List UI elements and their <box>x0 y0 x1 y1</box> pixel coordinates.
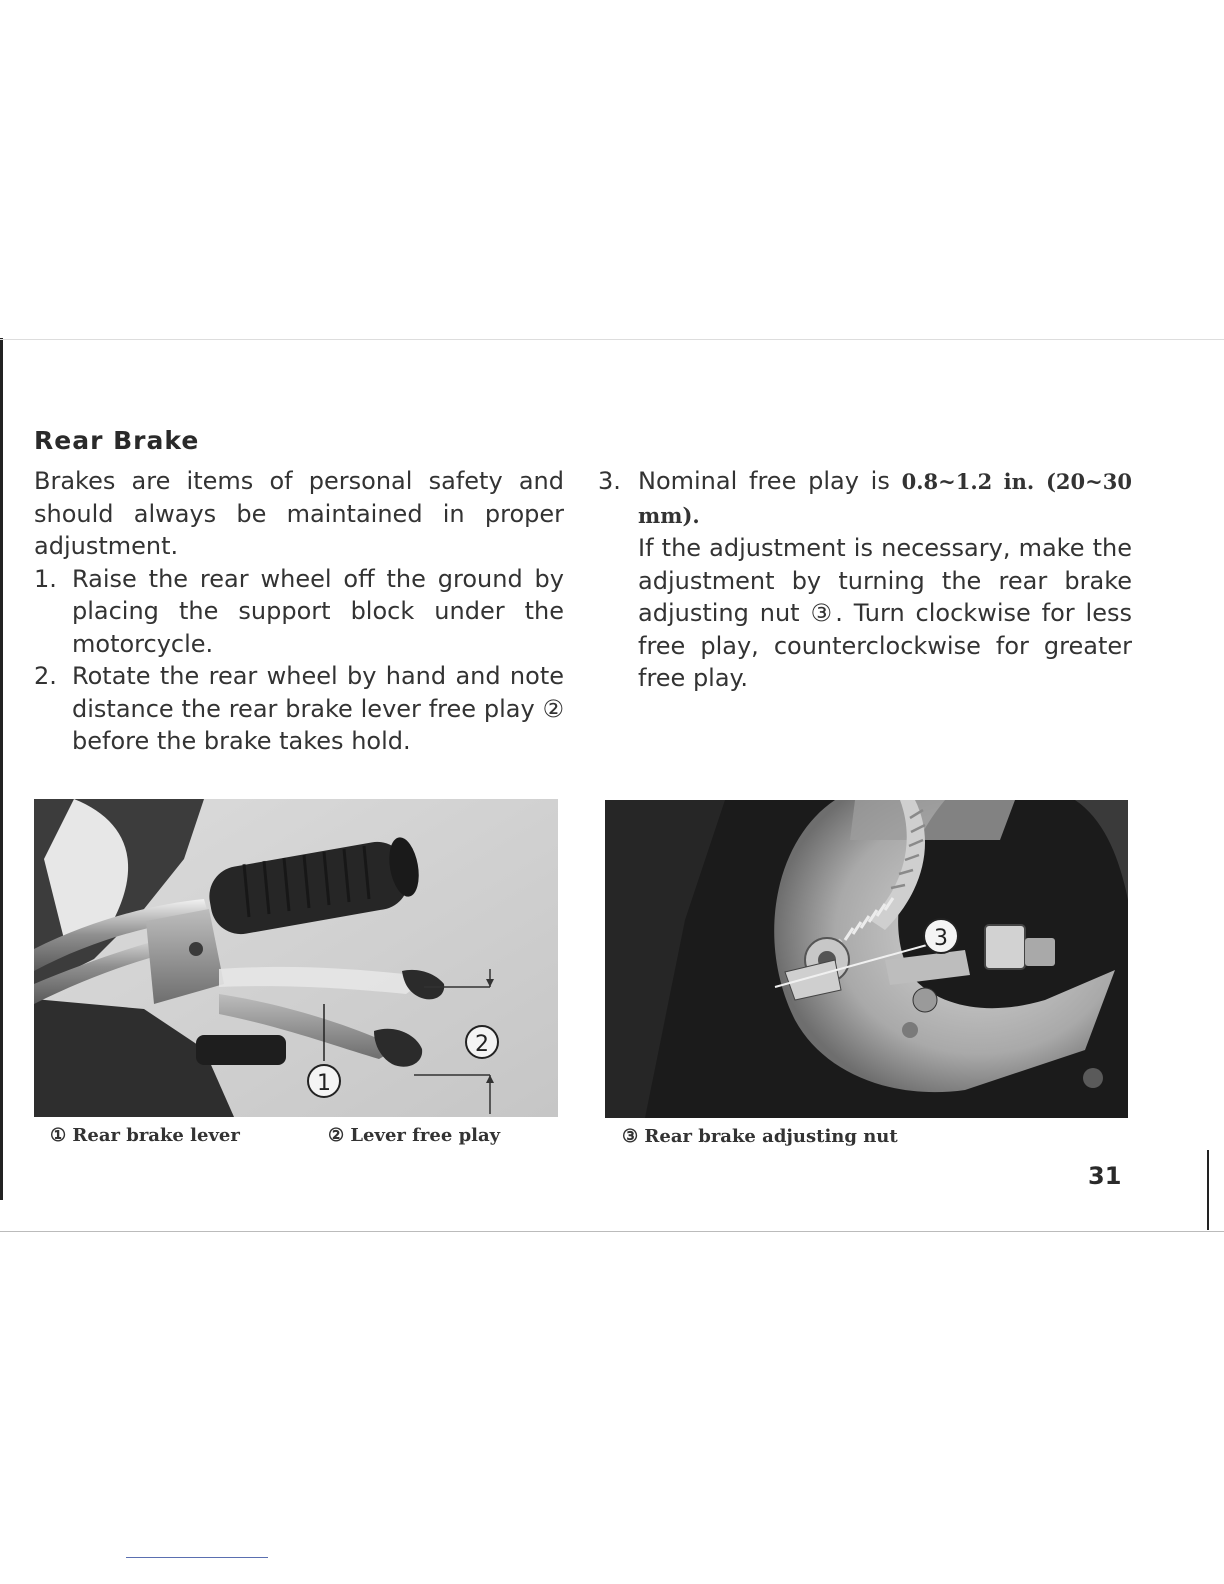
caption-lever-free-play: ② Lever free play <box>328 1125 501 1146</box>
page-left-edge <box>0 338 3 1200</box>
caption-rear-brake-lever: ① Rear brake lever <box>50 1125 240 1146</box>
step-3-lead: Nominal free play is <box>638 467 890 495</box>
intro-paragraph: Brakes are items of personal safety and should always be maintained in proper adjustment. <box>34 467 564 560</box>
page-number: 31 <box>1088 1162 1122 1190</box>
step-1 <box>34 563 564 661</box>
callout-1-label: 1 <box>317 1071 331 1096</box>
step-text <box>638 465 1132 695</box>
callout-3-label: 3 <box>934 926 948 951</box>
section-heading: Rear Brake <box>34 426 200 455</box>
left-column <box>34 465 564 758</box>
step-text: Rotate the rear wheel by hand and note distance the rear brake lever free play ② before the brake takes hold. <box>72 662 564 755</box>
step-3-body: If the adjustment is necessary, make the adjustment by turning the rear brake adjusting nut ③. Turn clockwise for less free play, counterclockwise for greater free play. <box>638 534 1132 692</box>
adjusting-nut-photo <box>605 800 1128 1118</box>
callout-2 <box>466 1026 498 1058</box>
step-2 <box>34 660 564 758</box>
step-number: 1. <box>34 564 57 593</box>
callout-1 <box>308 1065 340 1097</box>
spec-millimeters: (20~30 mm). <box>638 469 1132 528</box>
callout-2-label: 2 <box>475 1032 489 1057</box>
brake-lever-illustration <box>34 799 558 1117</box>
step-number: 3. <box>598 467 621 495</box>
top-rule <box>0 339 1224 340</box>
step-number: 2. <box>34 662 57 690</box>
page-right-edge <box>1207 1150 1209 1230</box>
bottom-rule <box>0 1231 1224 1232</box>
step-text: Raise the rear wheel off the ground by placing the support block under the motorcycle. <box>72 564 564 658</box>
callout-3 <box>924 919 958 953</box>
bottom-mark <box>126 1557 268 1558</box>
step-3 <box>598 465 1132 695</box>
adjusting-nut-illustration <box>605 800 1128 1118</box>
brake-lever-photo <box>34 799 558 1117</box>
spec-inches: 0.8~1.2 in. <box>901 469 1035 494</box>
caption-rear-brake-adjusting-nut: ③ Rear brake adjusting nut <box>622 1126 898 1147</box>
right-column <box>598 465 1132 695</box>
